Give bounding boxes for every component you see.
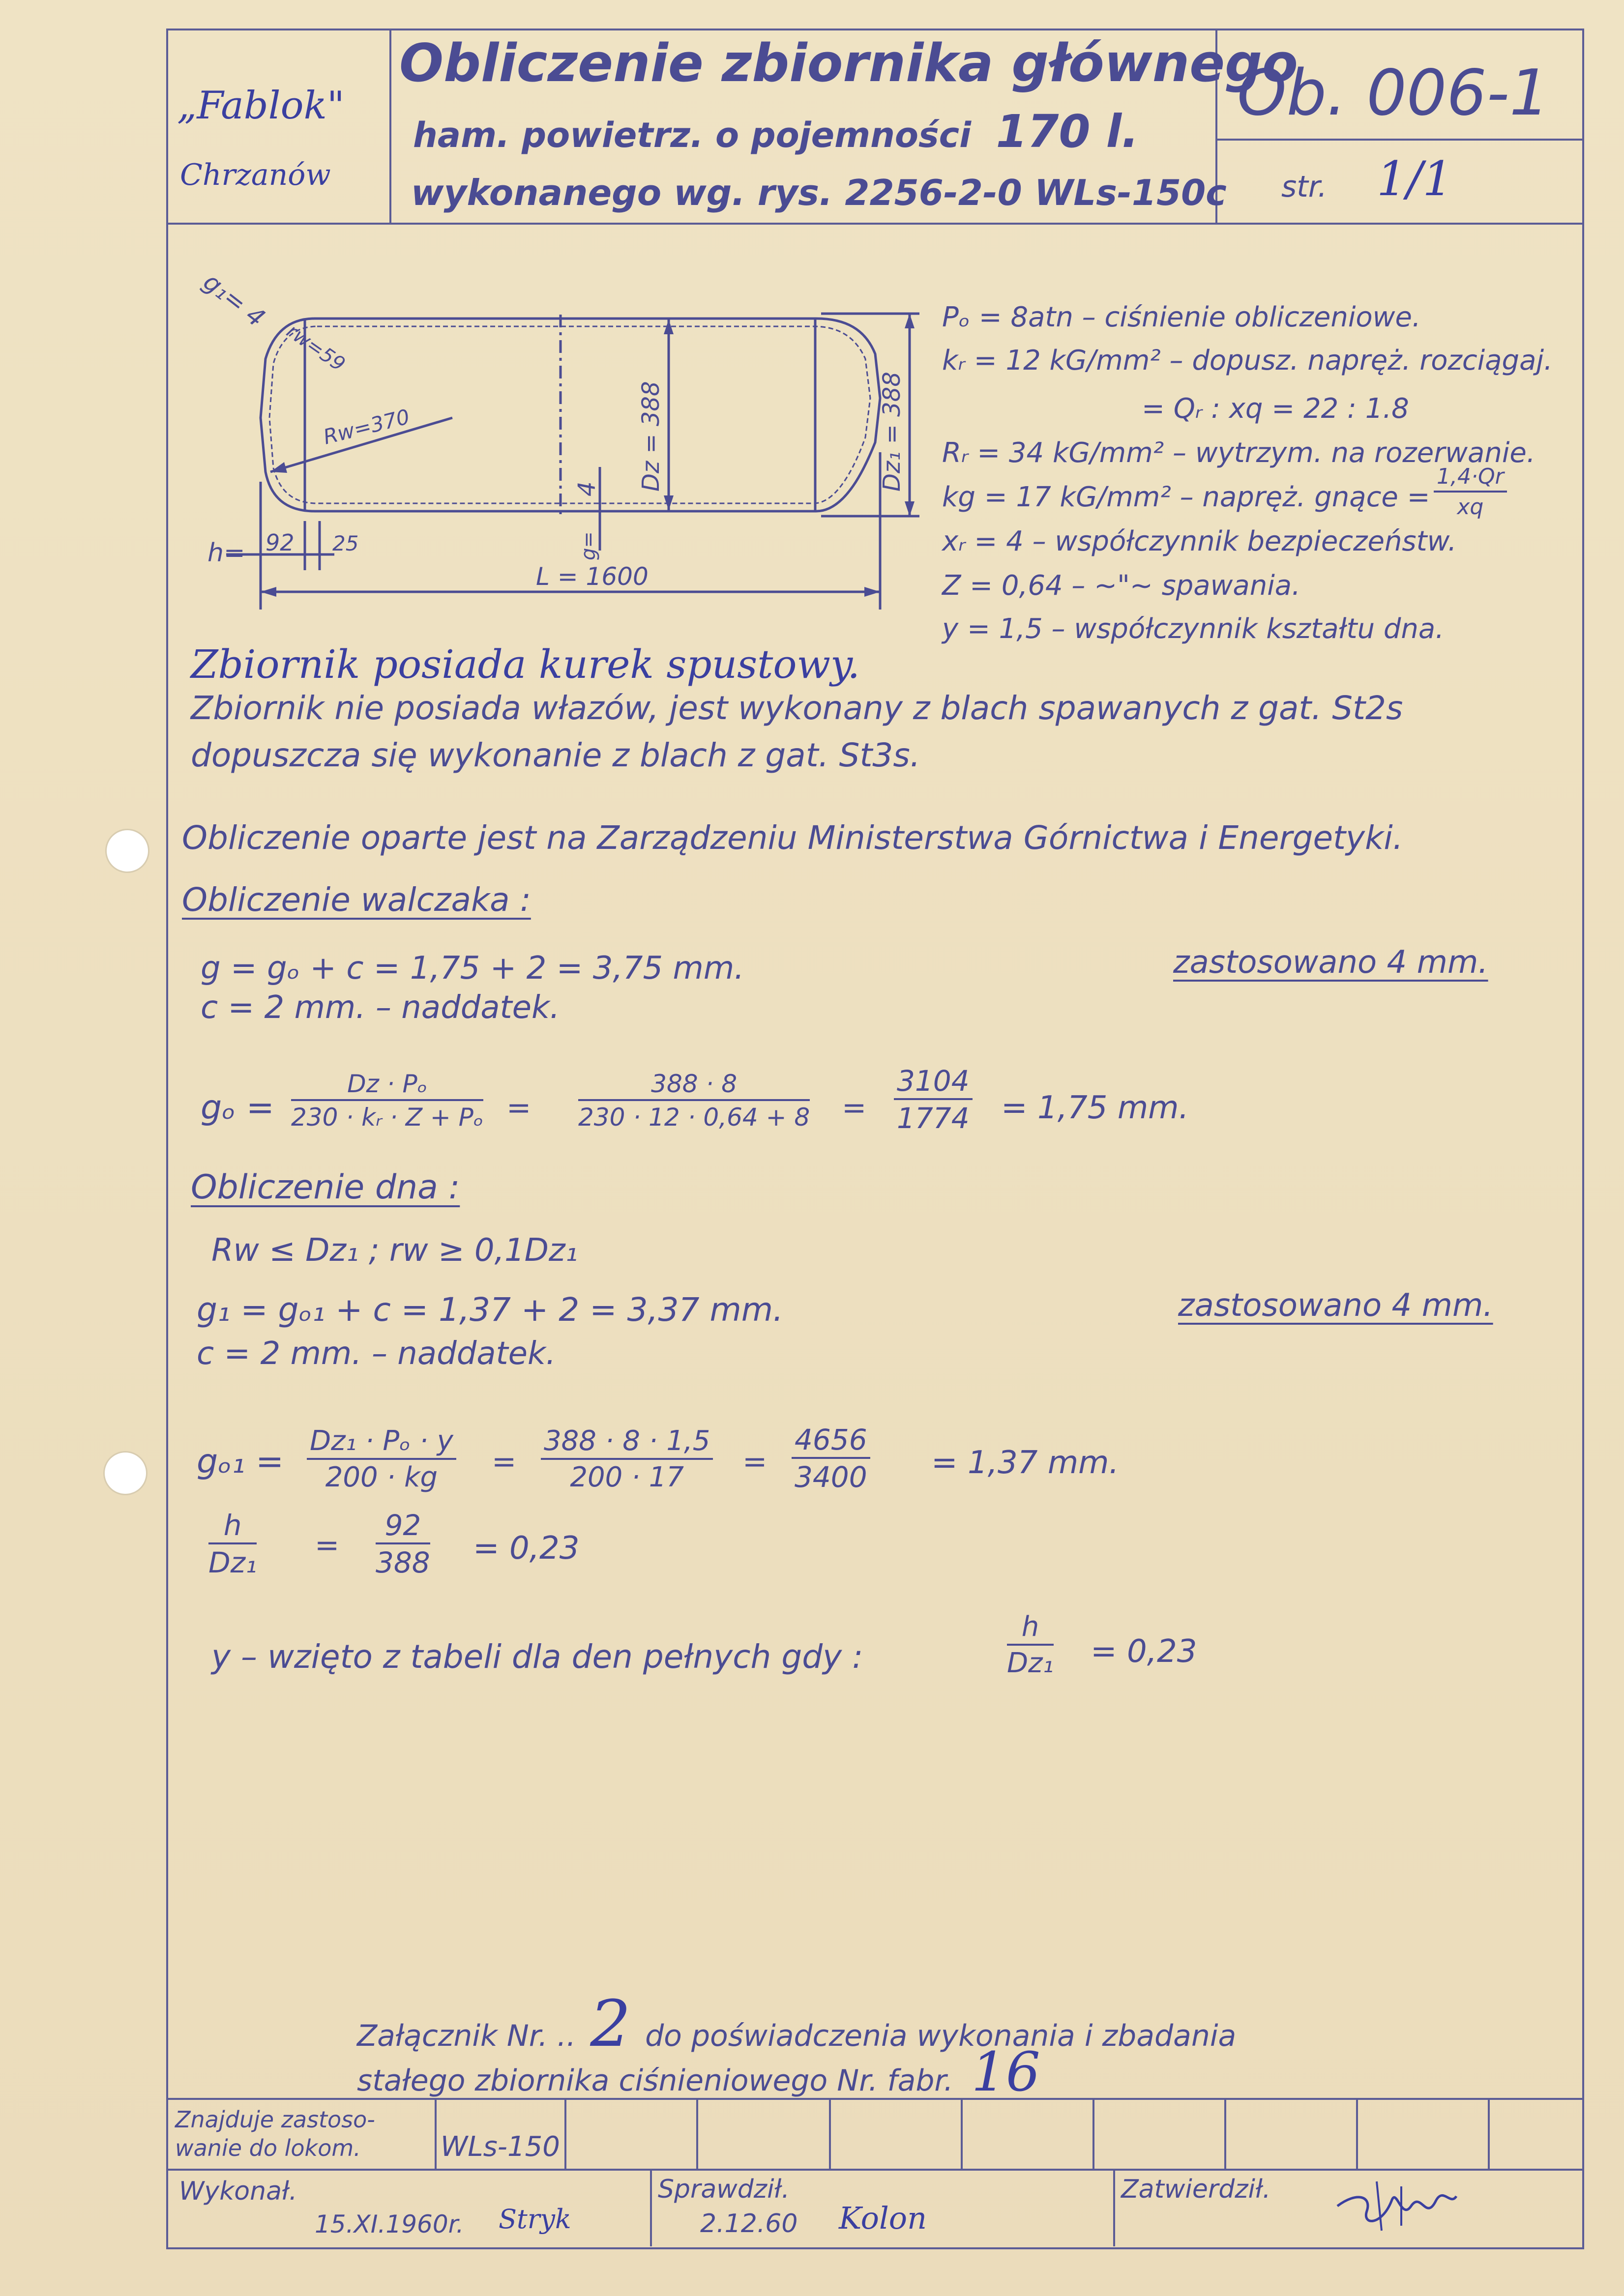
footer-col-4 — [829, 2098, 831, 2170]
bottom-result: = 1,37 mm. — [931, 1445, 1119, 1481]
note-line-1: Zbiornik nie posiada włazów, jest wykonany z blach spawanych z gat. St2s — [191, 689, 1403, 727]
cylinder-f3-num: 3104 — [894, 1067, 973, 1100]
checked-date: 2.12.60 — [700, 2209, 798, 2238]
bottom-eq-1: g₁ = gₒ₁ + c = 1,37 + 2 = 3,37 mm. — [197, 1291, 784, 1329]
cylinder-f1-den: 230 · kᵣ · Z + Pₒ — [291, 1103, 484, 1132]
param-z: Z = 0,64 – ~"~ spawania. — [942, 570, 1300, 602]
g1-label: g₁= 4 — [198, 267, 270, 333]
cylinder-fraction-1 — [291, 1072, 483, 1130]
bottom-eq-sign-1: = — [492, 1445, 517, 1479]
tank-drawing — [187, 256, 954, 629]
h-values-num: 92 — [376, 1511, 430, 1544]
bottom-f2-num: 388 · 8 · 1,5 — [541, 1427, 713, 1460]
applicable-label: Znajduje zastoso- wanie do lokom. — [175, 2106, 375, 2161]
kg-fraction — [1434, 466, 1507, 518]
footer-col-3 — [696, 2098, 698, 2170]
length-label: L = 1600 — [536, 562, 649, 591]
checked-by-label: Sprawdził. — [658, 2175, 790, 2204]
title-line-2 — [413, 105, 1139, 158]
param-y: y = 1,5 – współczynnik kształtu dna. — [942, 613, 1445, 645]
cylinder-eq-sign-1: = — [506, 1091, 531, 1125]
arrow-dz1-bottom — [905, 501, 915, 516]
arrow-dz1-top — [905, 314, 915, 328]
calculation-basis: Obliczenie oparte jest na Zarządzeniu Ministerstwa Górnictwa i Energetyki. — [182, 819, 1403, 857]
bottom-f3-den: 3400 — [795, 1460, 867, 1494]
weld-value: 25 — [332, 531, 359, 555]
attachment-line-2 — [357, 2040, 1040, 2103]
param-kr-ratio: = Qᵣ : xq = 22 : 1.8 — [1142, 393, 1409, 425]
header-bottom-line — [166, 223, 1582, 225]
cylinder-result: = 1,75 mm. — [1001, 1090, 1189, 1126]
tank-outline — [261, 319, 880, 511]
bottom-f1-num: Dz₁ · Pₒ · y — [307, 1427, 456, 1460]
bottom-fraction-3 — [792, 1423, 870, 1494]
cylinder-fraction-3 — [894, 1064, 973, 1135]
page-label: str. — [1281, 170, 1328, 204]
h-ratio-fraction — [208, 1511, 257, 1577]
footer-col-8 — [1356, 2098, 1358, 2170]
bottom-applied: zastosowano 4 mm. — [1178, 1287, 1493, 1324]
footer-col-7 — [1224, 2098, 1226, 2170]
made-signature: Stryk — [499, 2204, 571, 2235]
dz1-label: Dz₁ = 388 — [878, 372, 906, 492]
g0-lhs: gₒ = — [201, 1088, 274, 1127]
cylinder-f2-den: 230 · 12 · 0,64 + 8 — [578, 1103, 810, 1132]
kg-fraction-den: xq — [1457, 494, 1484, 520]
footer-col-5 — [961, 2098, 963, 2170]
footer-col-6 — [1093, 2098, 1094, 2170]
footer-sign-col-1 — [650, 2169, 652, 2246]
Rw-label: Rw=370 — [321, 404, 412, 449]
cylinder-f2-num: 388 · 8 — [578, 1072, 810, 1101]
header-number-divider — [1215, 139, 1582, 141]
bottom-condition: Rw ≤ Dz₁ ; rw ≥ 0,1Dz₁ — [211, 1232, 578, 1269]
bottom-f3-num: 4656 — [792, 1425, 870, 1459]
punch-hole-top — [105, 829, 149, 873]
h-ratio-result: = 0,23 — [473, 1530, 580, 1567]
bottom-eq-sign-2: = — [742, 1445, 768, 1479]
g-side-label: g= — [577, 531, 600, 560]
bottom-f2-den: 200 · 17 — [570, 1461, 684, 1493]
cylinder-applied: zastosowano 4 mm. — [1173, 944, 1488, 981]
cylinder-eq-2: c = 2 mm. – naddatek. — [201, 989, 560, 1026]
h-label: h= — [207, 538, 245, 568]
punch-hole-bottom — [103, 1451, 148, 1495]
kg-fraction-num: 1,4·Qr — [1434, 466, 1507, 493]
attachment-line-2-text: stałego zbiornika ciśnieniowego Nr. fabr. — [357, 2063, 953, 2098]
bottom-fraction-2 — [541, 1427, 713, 1491]
h-ratio-num: h — [208, 1511, 257, 1544]
bottom-eq-2: c = 2 mm. – naddatek. — [197, 1336, 556, 1372]
param-xr: xᵣ = 4 – współczynnik bezpieczeństw. — [942, 525, 1457, 557]
footer-top-line — [166, 2098, 1582, 2100]
h-ratio-den: Dz₁ — [208, 1546, 257, 1579]
checked-signature: Kolon — [839, 2200, 927, 2236]
rw-label: rw=59 — [282, 320, 350, 376]
g-label: 4 — [573, 481, 601, 496]
footer-middle-line — [166, 2169, 1582, 2171]
attachment-text: do poświadczenia wykonania i zbadania — [645, 2019, 1237, 2053]
cylinder-f1-num: Dz · Pₒ — [291, 1072, 483, 1101]
y-result: = 0,23 — [1091, 1633, 1197, 1670]
y-fraction — [1007, 1613, 1054, 1677]
cylinder-fraction-2 — [578, 1072, 810, 1130]
cylinder-eq-1: g = gₒ + c = 1,75 + 2 = 3,75 mm. — [201, 950, 744, 987]
param-kr: kᵣ = 12 kG/mm² – dopusz. napręż. rozciągaj. — [942, 345, 1553, 377]
dz-label: Dz = 388 — [637, 381, 665, 492]
cylinder-heading: Obliczenie walczaka : — [182, 881, 531, 919]
header-divider-left — [389, 29, 391, 225]
applicable-value: WLs-150 — [441, 2131, 560, 2163]
footer-col-1 — [435, 2098, 437, 2170]
y-note: y – wzięto z tabeli dla den pełnych gdy : — [211, 1638, 863, 1676]
g01-lhs: gₒ₁ = — [197, 1442, 284, 1481]
y-fraction-den: Dz₁ — [1007, 1647, 1054, 1679]
capacity-value: 170 l. — [996, 105, 1139, 158]
bottom-fraction-1 — [307, 1427, 456, 1491]
h-values-den: 388 — [376, 1546, 430, 1579]
tank-inner-wall — [269, 326, 870, 503]
arrow-length-right — [864, 587, 880, 597]
bottom-heading: Obliczenie dna : — [191, 1168, 460, 1207]
cylinder-eq-sign-2: = — [842, 1091, 867, 1125]
cylinder-f3-den: 1774 — [897, 1102, 970, 1135]
approval-signature — [1328, 2172, 1465, 2240]
h-value: 92 — [266, 529, 295, 556]
document-title: Obliczenie zbiornika głównego — [399, 33, 1298, 93]
arrow-length-left — [261, 587, 276, 597]
made-by-label: Wykonał. — [179, 2177, 297, 2206]
title-line-3: wykonanego wg. rys. 2256-2-0 WLs-150c — [411, 172, 1227, 213]
bottom-f1-den: 200 · kg — [325, 1461, 438, 1493]
company-city: Chrzanów — [180, 158, 331, 192]
approval-signature-stroke — [1337, 2195, 1456, 2221]
footer-col-9 — [1488, 2098, 1490, 2170]
made-date: 15.XI.1960r. — [315, 2210, 464, 2238]
h-ratio-eq-sign: = — [315, 1528, 340, 1563]
y-fraction-num: h — [1007, 1613, 1054, 1646]
page-value: 1/1 — [1377, 151, 1453, 206]
fabrication-number: 16 — [971, 2040, 1040, 2103]
footer-sign-col-2 — [1113, 2169, 1115, 2246]
param-p0: Pₒ = 8atn – ciśnienie obliczeniowe. — [942, 301, 1421, 333]
attachment-label: Załącznik Nr. .. — [357, 2019, 576, 2053]
h-values-fraction — [376, 1511, 430, 1577]
company-name: „Fablok" — [177, 84, 345, 128]
title-line-2-text: ham. powietrz. o pojemności — [413, 115, 972, 155]
param-rr: Rᵣ = 34 kG/mm² – wytrzym. na rozerwanie. — [942, 437, 1535, 469]
attachment-number: 2 — [590, 1986, 631, 2061]
footer-col-2 — [564, 2098, 566, 2170]
param-kg: kg = 17 kG/mm² – napręż. gnące = — [942, 481, 1430, 513]
handwritten-note: Zbiornik posiada kurek spustowy. — [191, 641, 860, 687]
approved-by-label: Zatwierdził. — [1121, 2175, 1271, 2204]
document-number: Ob. 006-1 — [1237, 57, 1550, 130]
note-line-2: dopuszcza się wykonanie z blach z gat. St3s. — [191, 736, 920, 774]
